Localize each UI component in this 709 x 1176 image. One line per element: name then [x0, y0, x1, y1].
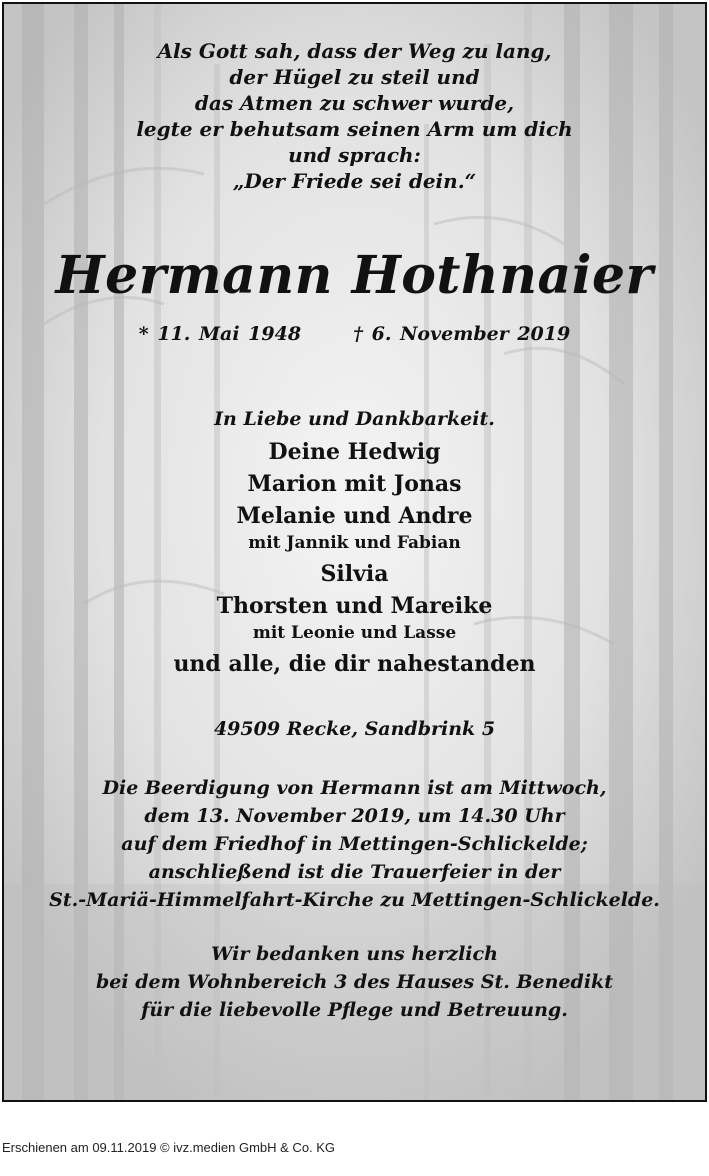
funeral-line: St.-Mariä-Himmelfahrt-Kirche zu Mettingen-Schlickelde.	[49, 889, 660, 911]
gratitude-line: für die liebevolle Pflege und Betreuung.	[141, 999, 568, 1021]
address: 49509 Recke, Sandbrink 5	[213, 718, 496, 740]
funeral-line: auf dem Friedhof in Mettingen-Schlickelde;	[121, 833, 588, 855]
poem-line: der Hügel zu steil und	[229, 65, 480, 89]
family-marion: Marion mit Jonas	[247, 471, 462, 497]
deceased-name: Hermann Hothnaier	[55, 245, 654, 306]
poem	[4, 38, 705, 194]
funeral-line: anschließend ist die Trauerfeier in der	[148, 861, 561, 883]
death-date: † 6. November 2019	[353, 323, 571, 345]
funeral-line: dem 13. November 2019, um 14.30 Uhr	[144, 805, 565, 827]
publication-footer: Erschienen am 09.11.2019 © ivz.medien GmbH & Co. KG	[2, 1140, 336, 1155]
gratitude-note	[4, 940, 705, 1024]
funeral-line: Die Beerdigung von Hermann ist am Mittwoch,	[102, 777, 607, 799]
life-dates	[4, 322, 705, 346]
funeral-info	[4, 774, 705, 914]
poem-line: „Der Friede sei dein.“	[232, 169, 477, 193]
family-others: und alle, die dir nahestanden	[173, 651, 536, 677]
poem-line: legte er behutsam seinen Arm um dich	[136, 117, 573, 141]
family-thorsten: Thorsten und Mareike	[216, 593, 493, 619]
poem-line: und sprach:	[288, 143, 421, 167]
family-hedwig: Deine Hedwig	[268, 439, 441, 465]
gratitude-line: Wir bedanken uns herzlich	[211, 943, 498, 965]
thanks-line: In Liebe und Dankbarkeit.	[214, 408, 495, 430]
family-silvia: Silvia	[320, 561, 389, 587]
family-melanie-children: mit Jannik und Fabian	[248, 533, 461, 553]
notice-content	[4, 4, 705, 1024]
family-melanie: Melanie und Andre	[236, 503, 473, 529]
gratitude-line: bei dem Wohnbereich 3 des Hauses St. Benedikt	[96, 971, 613, 993]
poem-line: Als Gott sah, dass der Weg zu lang,	[157, 39, 552, 63]
family-thorsten-children: mit Leonie und Lasse	[252, 623, 457, 643]
birth-date: * 11. Mai 1948	[138, 323, 302, 345]
obituary-notice	[2, 2, 707, 1102]
poem-line: das Atmen zu schwer wurde,	[194, 91, 515, 115]
family-list	[4, 436, 705, 680]
